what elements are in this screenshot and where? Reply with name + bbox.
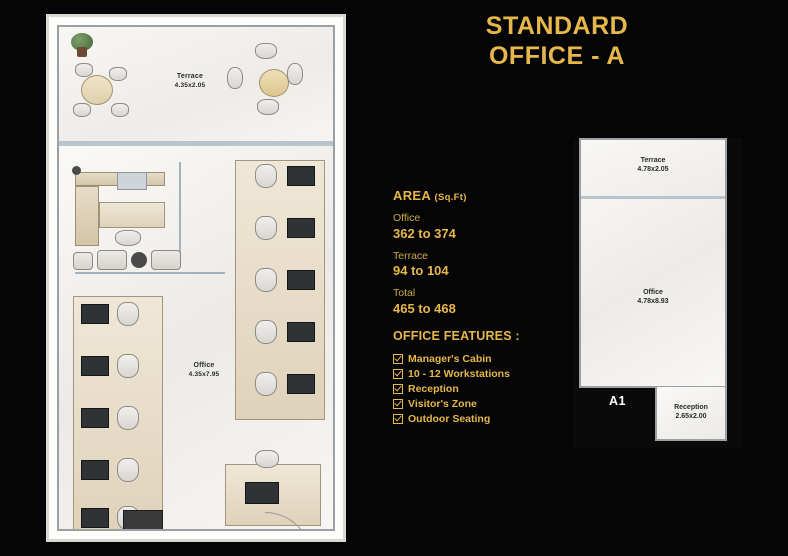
manager-chair [115,230,141,246]
glass-partition [75,272,225,274]
terrace-chair [75,63,93,77]
key-plan-terrace [581,140,725,199]
workstation-monitor [81,460,109,480]
terrace-chair [73,103,91,117]
title-line-1: STANDARD [485,12,629,40]
terrace-table [81,75,113,105]
list-item [393,412,593,427]
workstation-chair [255,320,277,344]
feature-label: 10 - 12 Workstations [408,367,510,380]
area-value: 94 to 104 [393,263,449,279]
office-label [169,362,239,379]
floor-plan-interior [57,25,335,531]
office-dimension: 4.35x7.95 [188,370,220,378]
visitor-sofa [151,250,181,270]
terrace-chair [257,99,279,115]
office-zone [59,144,333,529]
area-value: 362 to 374 [393,225,456,241]
area-label: Office [393,212,421,224]
area-block [393,188,563,325]
area-label: Terrace [393,249,429,262]
feature-label: Outdoor Seating [408,412,491,425]
list-item [393,352,593,367]
checkbox-checked-icon [393,354,403,364]
key-plan-reception-dimension: 2.65x2.00 [675,413,707,421]
key-plan [573,138,743,448]
workstation-monitor [287,218,315,238]
workstation-chair [255,372,277,396]
features-list [393,352,593,427]
terrace-label [135,73,245,90]
terrace-chair [111,103,129,117]
feature-label: Manager's Cabin [408,353,492,365]
list-item [393,382,593,397]
key-plan-terrace-name: Terrace [640,157,666,164]
workstation-monitor [81,356,109,376]
key-plan-office-name: Office [643,289,663,296]
workstation-monitor [287,166,315,186]
terrace-chair [109,67,127,81]
reception-chair [255,450,279,468]
workstation-monitor [287,322,315,342]
area-label: Total [393,287,416,300]
key-plan-office-label [581,288,725,306]
visitor-stool [131,252,147,268]
printer-unit [123,510,163,531]
reception-monitor [245,482,279,504]
terrace-table [259,69,289,97]
manager-credenza [75,186,99,246]
area-heading [393,188,563,203]
key-plan-reception-name: Reception [674,404,708,411]
manager-worktop [99,202,165,228]
unit-tag: A1 [609,394,626,408]
planter-icon [77,47,87,57]
visitor-sofa [97,250,127,270]
workstation-chair [117,302,139,326]
key-plan-terrace-dimension: 4.78x2.05 [637,166,669,174]
workstation-chair [255,164,277,188]
key-plan-unit [579,138,727,388]
area-heading-unit: (Sq.Ft) [434,192,467,203]
checkbox-checked-icon [393,369,403,379]
workstation-chair [117,354,139,378]
area-row [393,212,563,243]
page-title [392,12,722,71]
checkbox-checked-icon [393,414,403,424]
workstation-monitor [287,270,315,290]
checkbox-checked-icon [393,384,403,394]
key-plan-terrace-label [581,156,725,174]
feature-label: Visitor's Zone [408,397,477,410]
area-row [393,287,563,318]
workstation-chair [255,216,277,240]
workstation-monitor [81,508,109,528]
terrace-dimension: 4.35x2.05 [174,81,206,89]
visitor-sofa [73,252,93,270]
desk-accessory [72,166,81,175]
wall-line [59,144,333,146]
office-name: Office [193,362,215,369]
workstation-chair [117,406,139,430]
list-item [393,367,593,382]
terrace-name: Terrace [176,73,204,80]
terrace-chair [255,43,277,59]
terrace-zone [59,27,333,144]
title-line-2: OFFICE - A [488,41,625,70]
key-plan-reception [655,387,727,441]
workstation-chair [117,458,139,482]
workstation-monitor [81,408,109,428]
area-row [393,250,563,281]
area-value: 465 to 468 [393,300,456,316]
workstation-chair [255,268,277,292]
workstation-monitor [287,374,315,394]
glass-partition [179,162,181,258]
feature-label: Reception [408,382,459,395]
terrace-chair [287,63,303,85]
floor-plan [46,14,346,542]
key-plan-office-dimension: 4.78x8.93 [637,298,669,306]
manager-monitor [117,172,147,190]
key-plan-reception-label [657,403,725,421]
area-heading-text: AREA [393,188,431,203]
list-item [393,397,593,412]
features-heading: OFFICE FEATURES : [393,329,520,343]
workstation-monitor [81,304,109,324]
checkbox-checked-icon [393,399,403,409]
